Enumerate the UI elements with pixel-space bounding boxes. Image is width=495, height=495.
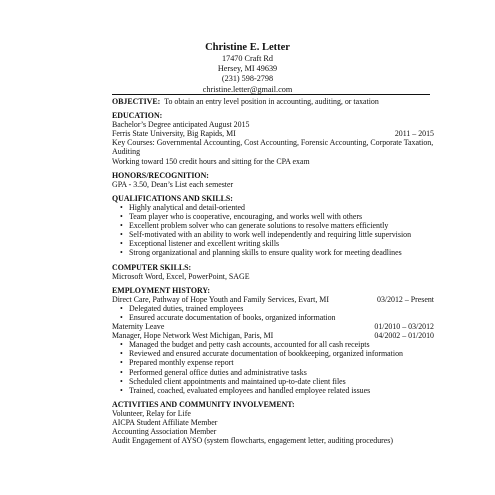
list-item: • Reviewed and ensured accurate documentation of bookkeeping, organized information (112, 349, 434, 358)
list-item: • Managed the budget and petty cash accounts, accounted for all cash receipts (112, 340, 434, 349)
school-dates: 2011 – 2015 (394, 129, 434, 139)
school-name: Ferris State University, Big Rapids, MI (112, 129, 236, 139)
list-item: • Ensured accurate documentation of books, organized information (112, 313, 434, 322)
list-item: • Strong organizational and planning skills to ensure quality work for meeting deadlines (112, 248, 434, 257)
qualifications-heading: QUALIFICATIONS AND SKILLS: (112, 193, 233, 203)
honors-heading: HONORS/RECOGNITION: (112, 170, 209, 180)
job-title: Direct Care, Pathway of Hope Youth and Family Services, Evart, MI (112, 294, 329, 304)
job-row (112, 331, 434, 340)
candidate-name: Christine E. Letter (205, 42, 290, 53)
honors-text: GPA - 3.50, Dean’s List each semester (112, 179, 234, 189)
job-duties-list (112, 304, 434, 322)
school-row (112, 129, 434, 138)
header-divider (112, 94, 430, 95)
list-item: • Performed general office duties and administrative tasks (112, 368, 434, 377)
list-item: • Prepared monthly expense report (112, 358, 434, 367)
list-item: • Scheduled client appointments and maintained up-to-date client files (112, 377, 434, 386)
leave-row (112, 322, 434, 331)
job-title: Manager, Hope Network West Michigan, Paris, MI (112, 331, 274, 341)
computer-skills-text: Microsoft Word, Excel, PowerPoint, SAGE (112, 271, 250, 281)
list-item: • Self-motivated with an ability to work well independently and requiring little supervision (112, 230, 434, 239)
leave-title: Maternity Leave (112, 322, 165, 332)
cpa-line: Working toward 150 credit hours and sitting for the CPA exam (112, 156, 310, 166)
list-item: • Delegated duties, trained employees (112, 304, 434, 313)
leave-dates: 01/2010 – 03/2012 (374, 322, 434, 332)
objective-section (112, 97, 434, 106)
employment-heading: EMPLOYMENT HISTORY: (112, 285, 211, 295)
list-item: • Exceptional listener and excellent writing skills (112, 239, 434, 248)
list-item: • Trained, coached, evaluated employees and handled employee related issues (112, 386, 434, 395)
qualifications-list (112, 203, 434, 258)
phone-number: (231) 598-2798 (221, 74, 274, 84)
education-heading: EDUCATION: (112, 111, 163, 121)
job-duties-list (112, 340, 434, 395)
list-item: • Team player who is cooperative, encouraging, and works well with others (112, 212, 434, 221)
activity-item: AICPA Student Affiliate Member (112, 418, 218, 427)
address-line-1: 17470 Craft Rd (222, 54, 273, 63)
activity-item: Audit Engagement of AYSO (system flowcharts, engagement letter, auditing procedures) (112, 436, 393, 446)
list-item: • Highly analytical and detail-oriented (112, 203, 434, 212)
computer-skills-heading: COMPUTER SKILLS: (112, 262, 192, 272)
activity-item: Volunteer, Relay for Life (112, 408, 191, 418)
resume-body (112, 97, 434, 445)
objective-text: To obtain an entry level position in accounting, auditing, or taxation (164, 97, 379, 106)
list-item: • Excellent problem solver who can generate solutions to resolve matters efficiently (112, 221, 434, 230)
address-line-2: Hersey, MI 49639 (217, 64, 278, 74)
job-dates: 03/2012 – Present (377, 294, 434, 304)
degree-line: Bachelor’s Degree anticipated August 2015 (112, 120, 250, 130)
activities-heading: ACTIVITIES AND COMMUNITY INVOLVEMENT: (112, 399, 295, 409)
objective-heading: OBJECTIVE: (112, 97, 161, 106)
contact-header (0, 42, 495, 95)
email-address: christine.letter@gmail.com (202, 84, 293, 94)
job-row (112, 295, 434, 304)
key-courses: Key Courses: Governmental Accounting, Cost Accounting, Forensic Accounting, Corporate Taxation, Auditing (112, 138, 434, 157)
activity-item: Accounting Association Member (112, 427, 217, 437)
job-dates: 04/2002 – 01/2010 (374, 331, 434, 341)
